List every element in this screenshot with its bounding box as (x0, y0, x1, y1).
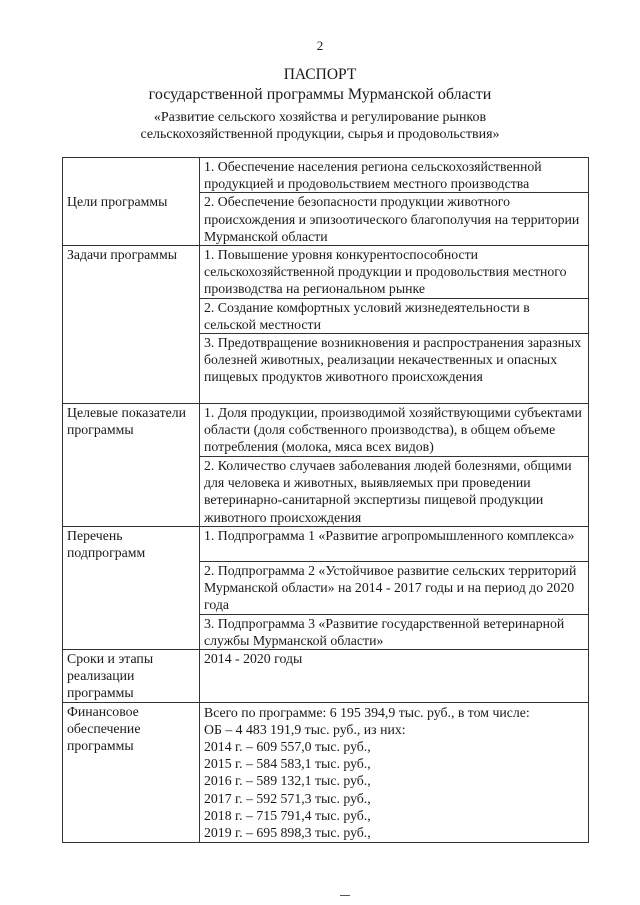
financing-line: Всего по программе: 6 195 394,9 тыс. руб., в том числе: (204, 704, 530, 720)
page-number: 2 (316, 38, 324, 53)
passport-table (62, 157, 589, 843)
tasks-label: Задачи программы (63, 246, 200, 404)
financing-value (200, 702, 589, 842)
table-row (63, 650, 589, 703)
terms-label: Сроки и этапы реализации программы (63, 650, 200, 703)
financing-line: ОБ – 4 483 191,9 тыс. руб., из них: (204, 721, 406, 737)
table-row (63, 702, 589, 842)
indicator-item: 2. Количество случаев заболевания людей болезнями, общими для человека и животных, выявляемых при проведении ветеринарно-санитарной экспертизы пищевой продукции животного происхождения (200, 457, 589, 527)
financing-label: Финансовое обеспечение программы (63, 702, 200, 842)
page-edge-mark (340, 895, 350, 896)
indicators-label: Целевые показатели программы (63, 404, 200, 527)
financing-line: 2016 г. – 589 132,1 тыс. руб., (204, 773, 371, 789)
task-item: 2. Создание комфортных условий жизнедеятельности в сельской местности (200, 298, 589, 333)
goal-item: 2. Обеспечение безопасности продукции животного происхождения и эпизоотического благополучия на территории Мурманской области (200, 193, 589, 246)
program-name-line-2: сельскохозяйственной продукции, сырья и продовольствия» (140, 127, 500, 142)
terms-value: 2014 - 2020 годы (200, 650, 589, 703)
program-name-line-1: «Развитие сельского хозяйства и регулирование рынков (153, 110, 487, 125)
subprograms-label: Перечень подпрограмм (63, 527, 200, 650)
table-row (63, 404, 589, 457)
financing-line: 2015 г. – 584 583,1 тыс. руб., (204, 756, 371, 772)
subprogram-item: 1. Подпрограмма 1 «Развитие агропромышленного комплекса» (200, 527, 589, 562)
indicator-item: 1. Доля продукции, производимой хозяйствующими субъектами области (доля собственного производства), в общем объеме потребления (молока, мяса всех видов) (200, 404, 589, 457)
subprogram-item: 2. Подпрограмма 2 «Устойчивое развитие сельских территорий Мурманской области» на 2014 - 2017 годы и на период до 2020 года (200, 562, 589, 615)
task-item: 1. Повышение уровня конкурентоспособности сельскохозяйственной продукции и продовольствия местного производства на региональном рынке (200, 246, 589, 299)
financing-line: 2018 г. – 715 791,4 тыс. руб., (204, 807, 371, 823)
passport-title: ПАСПОРТ (283, 66, 357, 83)
financing-line: 2019 г. – 695 898,3 тыс. руб., (204, 825, 371, 841)
goals-label: Цели программы (63, 158, 200, 246)
financing-line: 2017 г. – 592 571,3 тыс. руб., (204, 790, 371, 806)
program-name (0, 109, 640, 143)
table-row (63, 158, 589, 193)
table-row (63, 246, 589, 299)
passport-subtitle: государственной программы Мурманской области (148, 86, 492, 103)
table-row (63, 527, 589, 562)
goal-item: 1. Обеспечение населения региона сельскохозяйственной продукцией и продовольствием местного производства (200, 158, 589, 193)
financing-line: 2014 г. – 609 557,0 тыс. руб., (204, 739, 371, 755)
subprogram-item: 3. Подпрограмма 3 «Развитие государственной ветеринарной службы Мурманской области» (200, 614, 589, 649)
task-item: 3. Предотвращение возникновения и распространения заразных болезней животных, реализации некачественных и опасных пищевых продуктов животного происхождения (200, 334, 589, 404)
